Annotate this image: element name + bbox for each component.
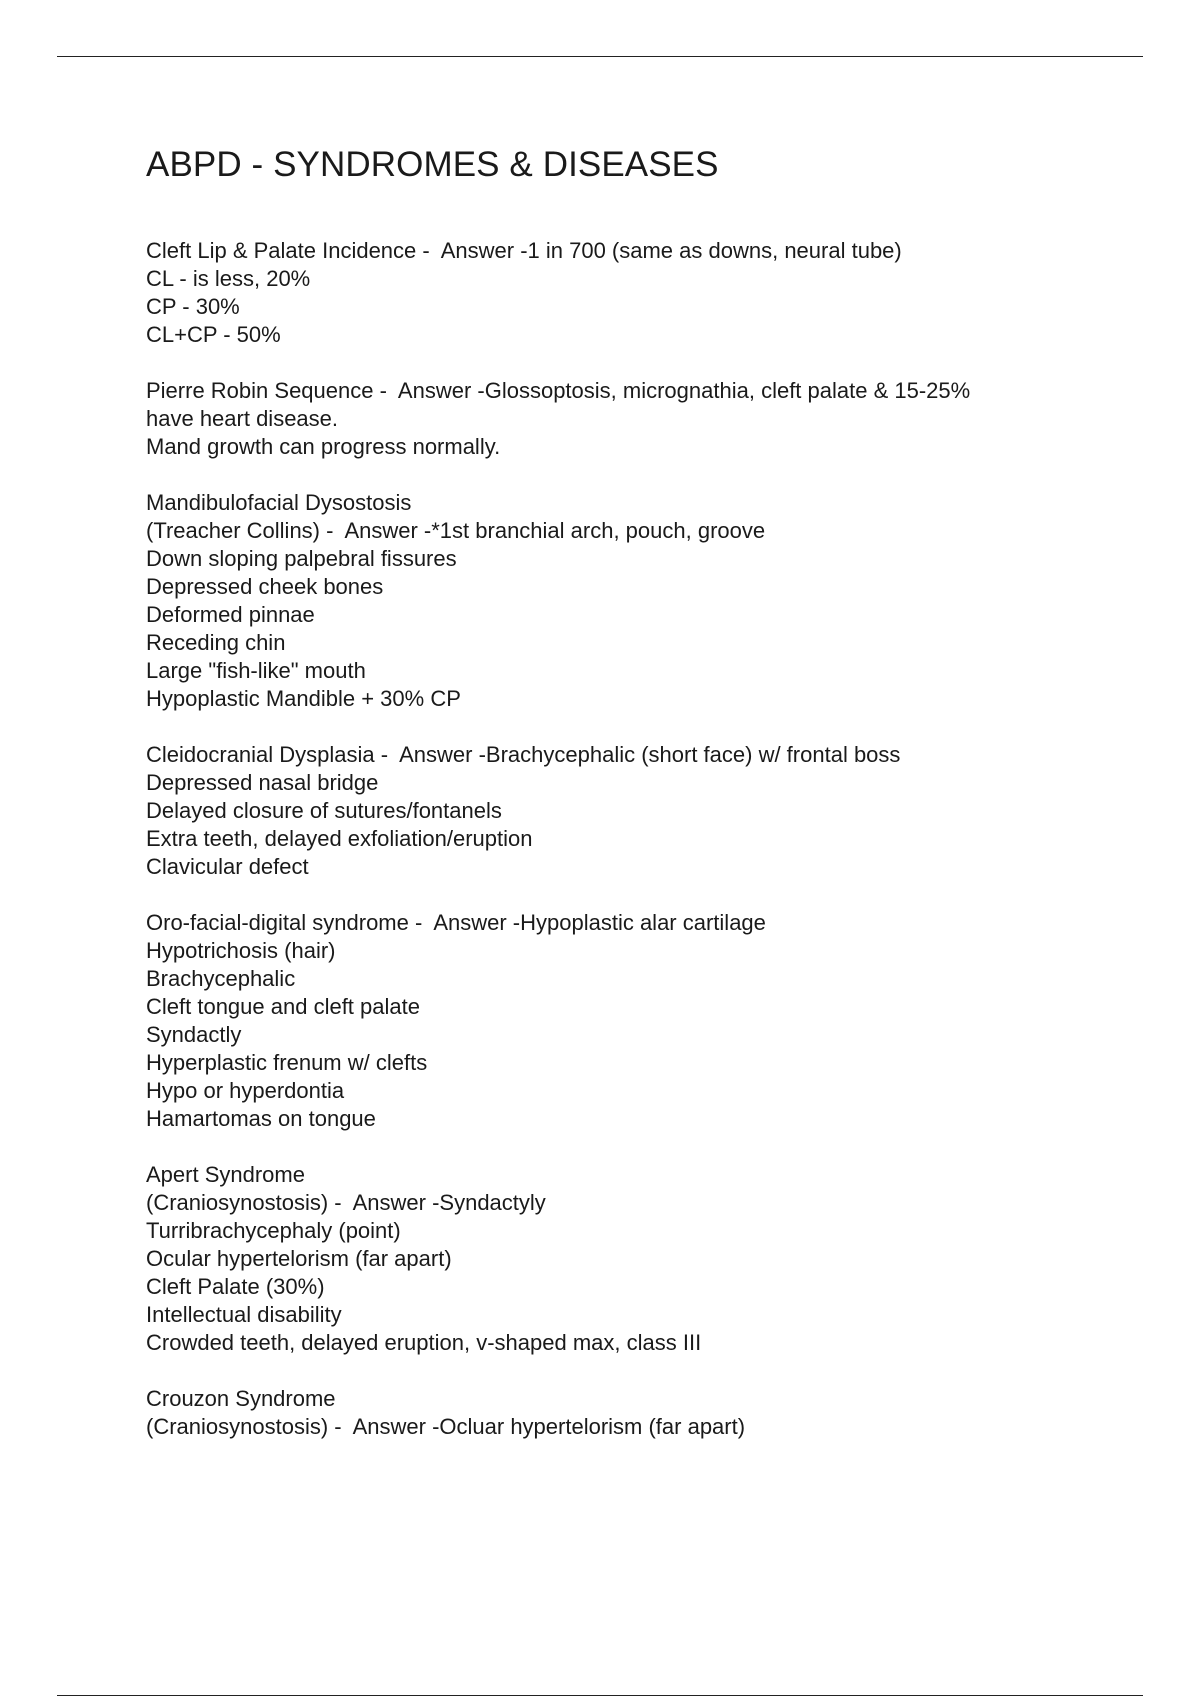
entry-line: Syndactly — [146, 1022, 242, 1047]
entry-line: Hyperplastic frenum w/ clefts — [146, 1050, 428, 1075]
entry-oro-facial-digital — [146, 909, 1146, 1133]
entry-line: Mand growth can progress normally. — [146, 434, 501, 459]
entry-line: Mandibulofacial Dysostosis — [146, 490, 412, 515]
entry-line: Brachycephalic — [146, 966, 296, 991]
entry-line: Receding chin — [146, 630, 286, 655]
document-body — [146, 142, 1146, 1469]
entry-line: Cleidocranial Dysplasia - Answer -Brachycephalic (short face) w/ frontal boss — [146, 742, 901, 767]
entry-line: Clavicular defect — [146, 854, 309, 879]
entry-line: Delayed closure of sutures/fontanels — [146, 798, 502, 823]
entry-line: Intellectual disability — [146, 1302, 342, 1327]
entry-line: Depressed cheek bones — [146, 574, 384, 599]
entry-line: have heart disease. — [146, 406, 339, 431]
entry-line: Turribrachycephaly (point) — [146, 1218, 401, 1243]
entry-line: Crouzon Syndrome — [146, 1386, 336, 1411]
entry-line: (Craniosynostosis) - Answer -Syndactyly — [146, 1190, 546, 1215]
document-title: ABPD - SYNDROMES & DISEASES — [146, 145, 719, 184]
entry-line: (Craniosynostosis) - Answer -Ocluar hypertelorism (far apart) — [146, 1414, 746, 1439]
entry-apert-syndrome — [146, 1161, 1146, 1357]
entry-cleft-lip-palate — [146, 237, 1146, 349]
entry-line: Down sloping palpebral fissures — [146, 546, 457, 571]
entry-crouzon-syndrome — [146, 1385, 1146, 1441]
entry-line: Ocular hypertelorism (far apart) — [146, 1246, 452, 1271]
bottom-rule — [57, 1695, 1143, 1696]
entry-line: Extra teeth, delayed exfoliation/eruption — [146, 826, 533, 851]
entry-cleidocranial-dysplasia — [146, 741, 1146, 881]
entry-line: CP - 30% — [146, 294, 240, 319]
entry-line: (Treacher Collins) - Answer -*1st branchial arch, pouch, groove — [146, 518, 766, 543]
entry-treacher-collins — [146, 489, 1146, 713]
entry-line: Crowded teeth, delayed eruption, v-shaped max, class III — [146, 1330, 702, 1355]
entry-line: Cleft Palate (30%) — [146, 1274, 325, 1299]
entry-line: Apert Syndrome — [146, 1162, 305, 1187]
entry-line: CL - is less, 20% — [146, 266, 311, 291]
entry-line: Cleft Lip & Palate Incidence - Answer -1 in 700 (same as downs, neural tube) — [146, 238, 902, 263]
entry-line: Cleft tongue and cleft palate — [146, 994, 420, 1019]
entry-line: Oro-facial-digital syndrome - Answer -Hypoplastic alar cartilage — [146, 910, 766, 935]
entry-line: Depressed nasal bridge — [146, 770, 379, 795]
entry-pierre-robin — [146, 377, 1146, 461]
top-rule — [57, 56, 1143, 57]
entry-line: Pierre Robin Sequence - Answer -Glossoptosis, micrognathia, cleft palate & 15-25% — [146, 378, 971, 403]
entry-line: CL+CP - 50% — [146, 322, 281, 347]
entry-line: Hypoplastic Mandible + 30% CP — [146, 686, 461, 711]
entry-line: Hypo or hyperdontia — [146, 1078, 345, 1103]
entry-line: Deformed pinnae — [146, 602, 315, 627]
entry-line: Large "fish-like" mouth — [146, 658, 366, 683]
entry-line: Hamartomas on tongue — [146, 1106, 376, 1131]
entry-line: Hypotrichosis (hair) — [146, 938, 336, 963]
